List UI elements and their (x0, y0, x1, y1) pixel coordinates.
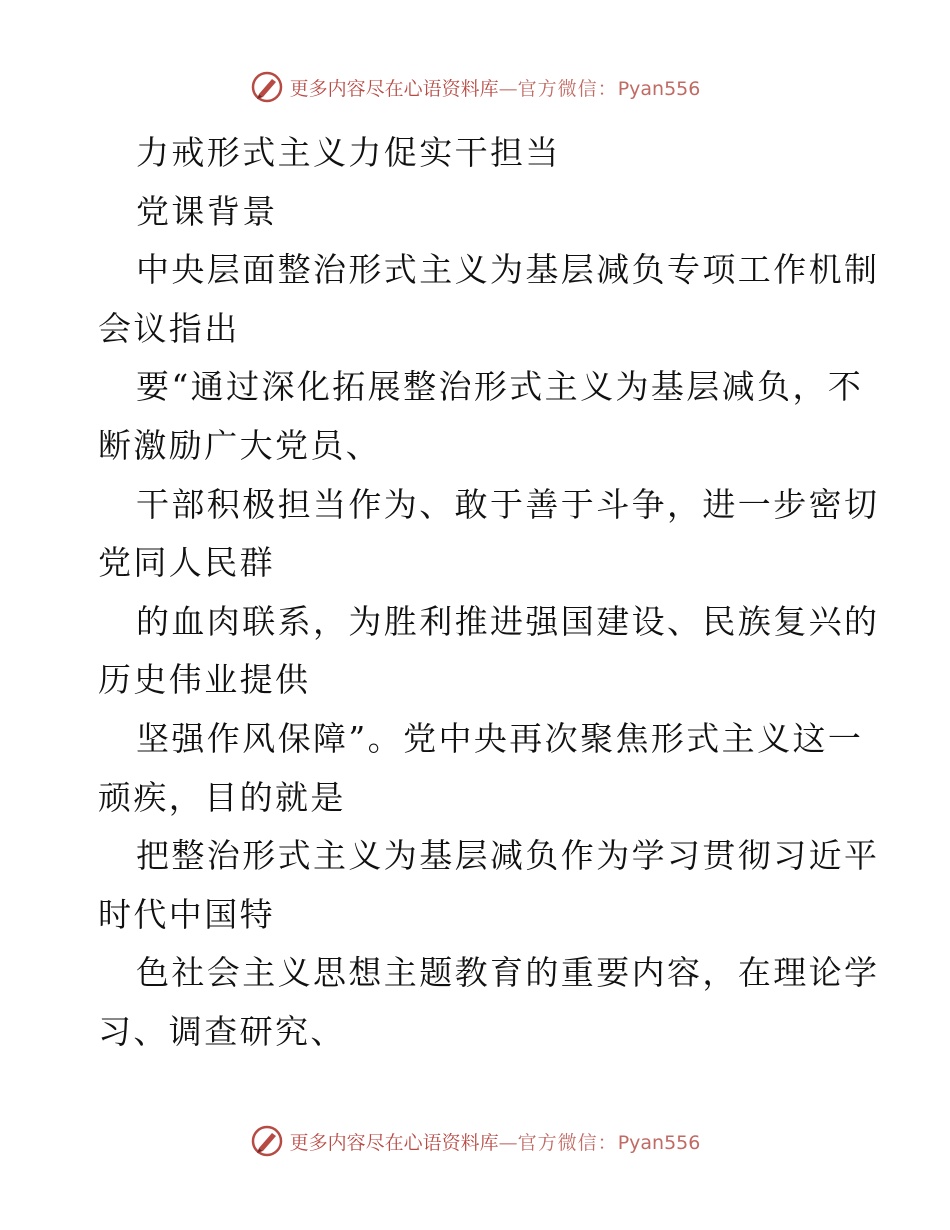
text-line: 会议指出 (98, 308, 240, 348)
text-line: 时代中国特 (98, 894, 275, 934)
watermark-main: 更多内容尽在心语资料库 (289, 1131, 499, 1154)
watermark-wechat-id: Pyan556 (617, 77, 701, 100)
header-watermark (0, 70, 950, 104)
text-line: 力戒形式主义力促实干担当 (136, 133, 561, 172)
watermark-main: 更多内容尽在心语资料库 (289, 77, 499, 100)
pen-logo-icon (250, 70, 284, 104)
text-line: 断激励广大党员、 (98, 425, 382, 465)
watermark-wechat-label: 官方微信： (517, 77, 618, 100)
text-line: 中央层面整治形式主义为基层减负专项工作机制 (136, 250, 880, 290)
watermark-separator: — (498, 1131, 518, 1154)
watermark-text (290, 74, 701, 101)
document-body (98, 124, 880, 1062)
watermark-text (290, 1128, 701, 1155)
text-line: 党课背景 (136, 191, 278, 231)
text-line: 的血肉联系，为胜利推进强国建设、民族复兴的 (136, 601, 880, 641)
text-line: 顽疾，目的就是 (98, 777, 346, 817)
text-line: 坚强作风保障”。党中央再次聚焦形式主义这一 (136, 718, 864, 758)
text-line: 历史伟业提供 (98, 660, 311, 700)
text-line: 党同人民群 (98, 543, 275, 583)
footer-watermark (0, 1124, 950, 1158)
text-line: 要“通过深化拓展整治形式主义为基层减负，不 (136, 367, 864, 407)
text-line: 把整治形式主义为基层减负作为学习贯彻习近平 (136, 836, 880, 876)
pen-logo-icon (250, 1124, 284, 1158)
text-line: 干部积极担当作为、敢于善于斗争，进一步密切 (136, 484, 880, 524)
watermark-wechat-id: Pyan556 (617, 1131, 701, 1154)
text-line: 习、调查研究、 (98, 1011, 346, 1051)
watermark-separator: — (498, 77, 518, 100)
text-line: 色社会主义思想主题教育的重要内容，在理论学 (136, 953, 880, 993)
watermark-wechat-label: 官方微信： (517, 1131, 618, 1154)
